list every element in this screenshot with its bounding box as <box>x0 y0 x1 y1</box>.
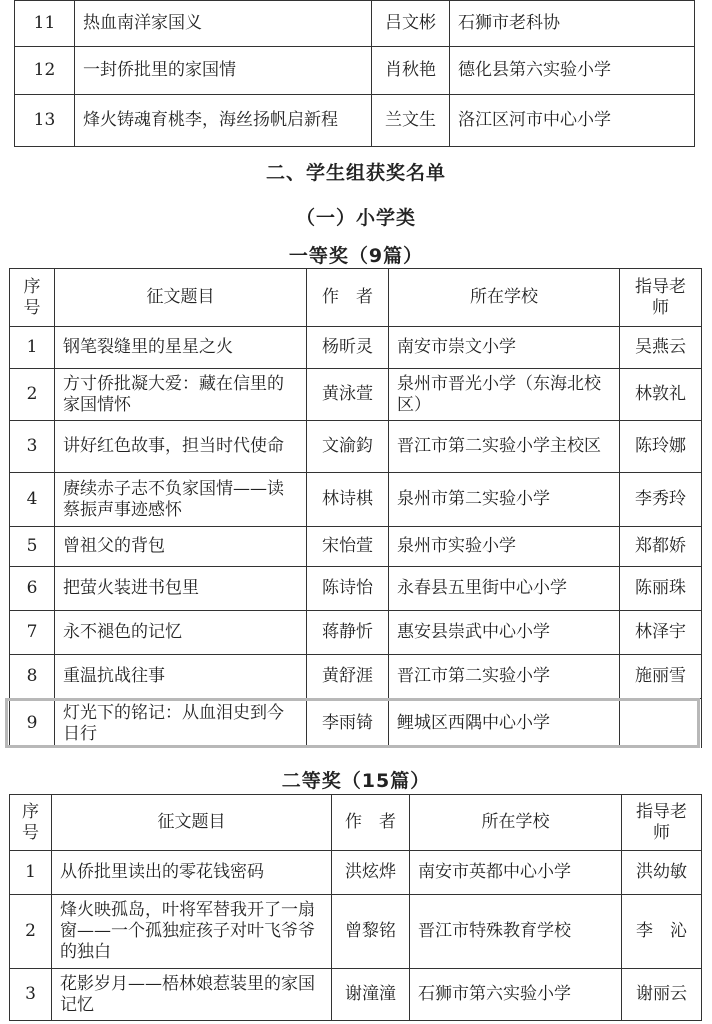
school: 泉州市第二实验小学 <box>389 473 620 527</box>
school: 泉州市晋光小学（东海北校区） <box>389 369 620 421</box>
table-row <box>10 895 702 969</box>
header-school: 所在学校 <box>410 795 622 851</box>
author: 蒋静忻 <box>307 611 389 655</box>
essay-title: 把萤火装进书包里 <box>55 567 307 611</box>
school: 泉州市实验小学 <box>389 527 620 567</box>
header-author: 作 者 <box>307 269 389 327</box>
essay-title: 钢笔裂缝里的星星之火 <box>55 327 307 369</box>
table-row <box>10 327 702 369</box>
top-table <box>14 0 695 147</box>
row-number: 3 <box>10 969 52 1021</box>
teacher: 郑都娇 <box>620 527 702 567</box>
row-number: 2 <box>10 369 55 421</box>
row-number: 11 <box>15 1 75 47</box>
author: 兰文生 <box>372 95 450 147</box>
essay-title: 永不褪色的记忆 <box>55 611 307 655</box>
author: 谢潼潼 <box>332 969 410 1021</box>
header-author: 作 者 <box>332 795 410 851</box>
author: 曾黎铭 <box>332 895 410 969</box>
teacher: 林泽宇 <box>620 611 702 655</box>
school: 晋江市第二实验小学主校区 <box>389 421 620 473</box>
table-row <box>10 421 702 473</box>
essay-title: 曾祖父的背包 <box>55 527 307 567</box>
table-row <box>10 655 702 699</box>
essay-title: 烽火映孤岛，叶将军替我开了一扇窗——一个孤独症孩子对叶飞爷爷的独白 <box>52 895 332 969</box>
teacher: 陈玲娜 <box>620 421 702 473</box>
header-school: 所在学校 <box>389 269 620 327</box>
essay-title: 赓续赤子志不负家国情——读蔡振声事迹感怀 <box>55 473 307 527</box>
header-title: 征文题目 <box>55 269 307 327</box>
author: 肖秋艳 <box>372 47 450 95</box>
row-number: 13 <box>15 95 75 147</box>
teacher: 陈丽珠 <box>620 567 702 611</box>
organization: 石狮市老科协 <box>450 1 695 47</box>
author: 黄舒涯 <box>307 655 389 699</box>
header-title: 征文题目 <box>52 795 332 851</box>
table-row <box>10 527 702 567</box>
row-number: 7 <box>10 611 55 655</box>
first-prize-table <box>9 268 702 749</box>
table-row <box>15 47 695 95</box>
essay-title: 花影岁月——梧林娘惹装里的家国记忆 <box>52 969 332 1021</box>
table-row <box>10 969 702 1021</box>
school: 南安市崇文小学 <box>389 327 620 369</box>
row-number: 8 <box>10 655 55 699</box>
header-number: 序号 <box>10 795 52 851</box>
row-number: 2 <box>10 895 52 969</box>
second-prize-heading: 二等奖（15篇） <box>281 770 431 792</box>
teacher: 李 沁 <box>622 895 702 969</box>
organization: 洛江区河市中心小学 <box>450 95 695 147</box>
author: 林诗棋 <box>307 473 389 527</box>
table-row <box>15 95 695 147</box>
header-teacher: 指导老师 <box>622 795 702 851</box>
author: 洪炫烨 <box>332 851 410 895</box>
teacher: 谢丽云 <box>622 969 702 1021</box>
author: 陈诗怡 <box>307 567 389 611</box>
row-number: 1 <box>10 851 52 895</box>
row-number: 4 <box>10 473 55 527</box>
row-number: 6 <box>10 567 55 611</box>
table-row <box>10 473 702 527</box>
second-prize-table <box>9 794 702 1021</box>
essay-title: 灯光下的铭记：从血泪史到今日行 <box>55 699 307 749</box>
table-row <box>10 851 702 895</box>
essay-title: 一封侨批里的家国情 <box>75 47 372 95</box>
school: 石狮市第六实验小学 <box>410 969 622 1021</box>
page-gap <box>0 748 712 766</box>
teacher <box>620 699 702 749</box>
table-header-row <box>10 269 702 327</box>
teacher: 洪幼敏 <box>622 851 702 895</box>
teacher: 吴燕云 <box>620 327 702 369</box>
author: 文渝鈞 <box>307 421 389 473</box>
author: 杨昕灵 <box>307 327 389 369</box>
header-number: 序号 <box>10 269 55 327</box>
subsection-title: （一）小学类 <box>295 207 416 229</box>
author: 宋怡萱 <box>307 527 389 567</box>
essay-title: 从侨批里读出的零花钱密码 <box>52 851 332 895</box>
first-prize-heading: 一等奖（9篇） <box>288 245 424 267</box>
row-number: 12 <box>15 47 75 95</box>
section-title: 二、学生组获奖名单 <box>265 162 446 184</box>
essay-title: 热血南洋家国义 <box>75 1 372 47</box>
organization: 德化县第六实验小学 <box>450 47 695 95</box>
row-number: 3 <box>10 421 55 473</box>
author: 李雨锜 <box>307 699 389 749</box>
teacher: 林敦礼 <box>620 369 702 421</box>
school: 永春县五里街中心小学 <box>389 567 620 611</box>
table-row <box>15 1 695 47</box>
table-row <box>10 369 702 421</box>
essay-title: 重温抗战往事 <box>55 655 307 699</box>
essay-title: 方寸侨批凝大爱：藏在信里的家国情怀 <box>55 369 307 421</box>
table-row <box>10 611 702 655</box>
row-number: 5 <box>10 527 55 567</box>
school: 惠安县崇武中心小学 <box>389 611 620 655</box>
table-row <box>10 567 702 611</box>
essay-title: 讲好红色故事，担当时代使命 <box>55 421 307 473</box>
essay-title: 烽火铸魂育桃李，海丝扬帆启新程 <box>75 95 372 147</box>
author: 吕文彬 <box>372 1 450 47</box>
row-number: 1 <box>10 327 55 369</box>
table-row <box>10 699 702 749</box>
header-teacher: 指导老师 <box>620 269 702 327</box>
table-header-row <box>10 795 702 851</box>
school: 南安市英都中心小学 <box>410 851 622 895</box>
school: 鲤城区西隅中心小学 <box>389 699 620 749</box>
row-number: 9 <box>10 699 55 749</box>
teacher: 施丽雪 <box>620 655 702 699</box>
school: 晋江市第二实验小学 <box>389 655 620 699</box>
school: 晋江市特殊教育学校 <box>410 895 622 969</box>
teacher: 李秀玲 <box>620 473 702 527</box>
author: 黄泳萱 <box>307 369 389 421</box>
